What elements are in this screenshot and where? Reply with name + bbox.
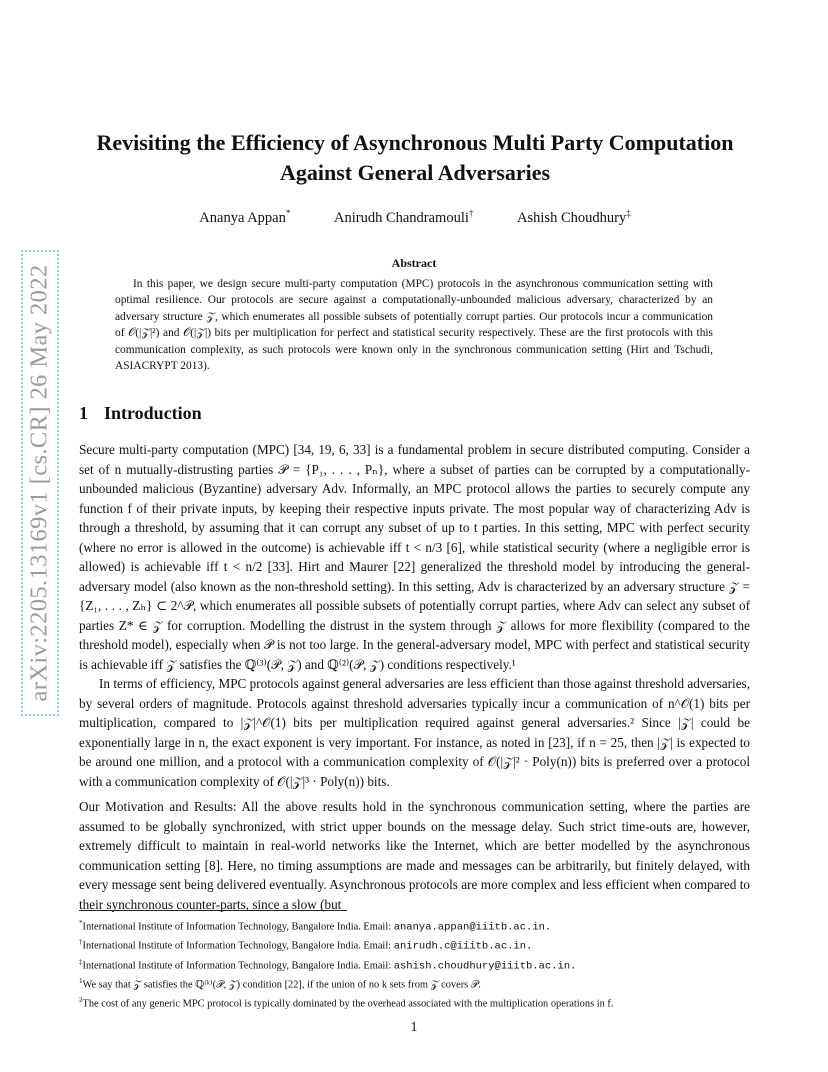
abstract-heading: Abstract (391, 256, 437, 270)
abstract-body (115, 276, 713, 374)
author: Anirudh Chandramouli† (333, 208, 474, 226)
arxiv-stamp-text: arXiv:2205.13169v1 [cs.CR] 26 May 2022 (26, 264, 54, 702)
paragraph: Secure multi-party computation (MPC) [34, 19, 6, 33] is a fundamental problem in secure distributed computing. Consider a set of n mutually-distrusting parties 𝒫 = {P₁, . . . , Pₙ}, where a subset of parties can be corrupted by a computationally-unbounded malicious (Byzantine) adversary Adv. Informally, an MPC protocol allows the parties to securely compute any function f of their private inputs, by keeping their respective inputs private. The most popular way of characterizing Adv is through a threshold, by assuming that it can corrupt any subset of up to t parties. In this setting, MPC with perfect security (where no error is allowed in the outcome) is achievable iff t < n/3 [6], while statistical security (where a negligible error is allowed) is achievable iff t < n/2 [33]. Hirt and Maurer [22] generalized the threshold model by introducing the general-adversary model (also known as the non-threshold setting). In this setting, Adv is characterized by an adversary structure 𝒵 = {Z₁, . . . , Zₕ} ⊂ 2^𝒫, which enumerates all possible subsets of potentially corrupt parties, where Adv can select any subset of parties Z* ∈ 𝒵 for corruption. Modelling the distrust in the system through 𝒵 allows for more flexibility (compared to the threshold model), especially when 𝒫 is not too large. In the general-adversary model, MPC with perfect and statistical security is achievable iff 𝒵 satisfies the ℚ⁽³⁾(𝒫, 𝒵) and ℚ⁽²⁾(𝒫, 𝒵) conditions respectively.¹ (79, 442, 750, 672)
footnote: $^2$The cost of any generic MPC protocol is typically dominated by the overhead associated with the multiplication operations in f. (79, 995, 614, 1010)
paragraph: Our Motivation and Results: All the above results hold in the synchronous communication setting, where the parties are assumed to be globally synchronized, with strict upper bounds on the message delay. Such strict time-outs are, however, extremely difficult to maintain in real-world networks like the Internet, which are better modelled by the asynchronous communication setting [8]. Here, no timing assumptions are made and messages can be arbitrarily, but finitely delayed, with every message sent being delivered eventually. Asynchronous protocols are more complex and less efficient when compared to their synchronous counter-parts, since a slow (but (79, 799, 750, 912)
footnote-divider (79, 910, 347, 911)
footnote: $^1$We say that 𝒵 satisfies the ℚ⁽ᵏ⁾(𝒫, 𝒵) condition [22], if the union of no k sets from 𝒵 covers 𝒫. (79, 977, 481, 991)
title-line-2: Against General Adversaries (279, 160, 551, 185)
footnote: †International Institute of Information Technology, Bangalore India. Email: anirudh.c@iiitb.ac.in. (79, 938, 533, 953)
author-list (60, 208, 770, 227)
section-heading (79, 403, 202, 424)
author: Ananya Appan* (199, 208, 291, 226)
footnote: ‡International Institute of Information Technology, Bangalore India. Email: ashish.choudhury@iiitb.ac.in. (79, 957, 577, 973)
footnote: *International Institute of Information Technology, Bangalore India. Email: ananya.appan@iiitb.ac.in. (79, 919, 552, 934)
email-link[interactable]: ananya.appan@iiitb.ac.in. (393, 921, 552, 934)
page-number: 1 (410, 1020, 418, 1035)
email-link[interactable]: anirudh.c@iiitb.ac.in. (393, 940, 533, 953)
abstract-text: In this paper, we design secure multi-party computation (MPC) protocols in the asynchronous communication setting with optimal resilience. Our protocols are secure against a computationally-unbounded malicious adversary, characterized by an adversary structure 𝒵, which enumerates all possible subsets of potentially corrupt parties. Our protocols incur a communication of 𝒪(|𝒵|²) and 𝒪(|𝒵|) bits per multiplication for perfect and statistical security respectively. These are the first protocols with this communication complexity, as such protocols were known only in the synchronous communication setting (Hirt and Tschudi, ASIACRYPT 2013). (115, 278, 713, 373)
paper-title (60, 128, 770, 188)
footnotes (79, 916, 750, 1011)
author: Ashish Choudhury‡ (517, 208, 631, 226)
paragraph: In terms of efficiency, MPC protocols against general adversaries are less efficient than those against threshold adversaries, by several orders of magnitude. Protocols against threshold adversaries typically incur a communication of n^𝒪(1) bits per multiplication, compared to |𝒵|^𝒪(1) bits per multiplication required against general adversaries.² Since |𝒵| could be exponentially large in n, the exact exponent is very important. For instance, as noted in [23], if n = 25, then |𝒵| is expected to be around one million, and a protocol with a communication complexity of 𝒪(|𝒵|² · Poly(n)) bits is preferred over a protocol with a communication complexity of 𝒪(|𝒵|³ · Poly(n)) bits. (79, 676, 750, 789)
main-text (79, 440, 750, 914)
arxiv-identifier-stamp (21, 250, 59, 716)
section-title: Introduction (104, 403, 202, 423)
section-number: 1 (79, 403, 88, 423)
title-line-1: Revisiting the Efficiency of Asynchronous Multi Party Computation (96, 130, 734, 155)
email-link[interactable]: ashish.choudhury@iiitb.ac.in. (393, 960, 577, 973)
